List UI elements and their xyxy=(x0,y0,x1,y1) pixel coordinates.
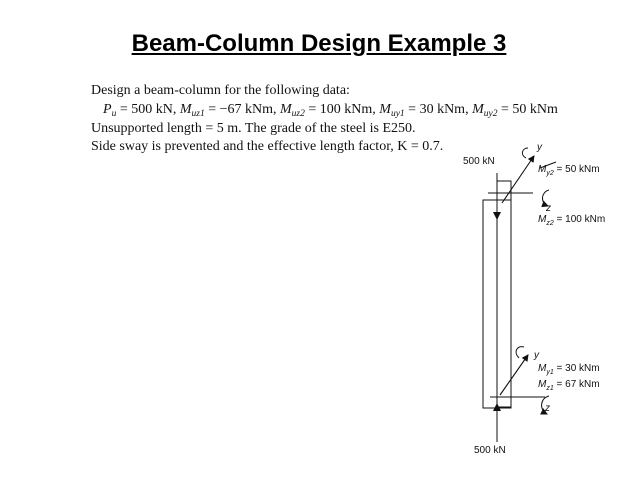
mz1-symbol: M xyxy=(538,379,547,390)
bottom-load-label: 500 kN xyxy=(474,445,506,456)
my2-value: = 50 kNm xyxy=(553,164,600,175)
problem-line-3: Unsupported length = 5 m. The grade of the steel is E250. xyxy=(91,121,416,136)
muz2-symbol: M xyxy=(280,102,292,117)
muy1-value: = 30 kNm, xyxy=(404,102,473,117)
my1-arrow xyxy=(500,355,528,395)
muy1-symbol: M xyxy=(379,102,391,117)
mz1-label xyxy=(538,379,600,392)
my1-curl xyxy=(516,347,524,358)
problem-line-4: Side sway is prevented and the effective length factor, K = 0.7. xyxy=(91,139,444,154)
my1-symbol: M xyxy=(538,363,547,374)
top-axis-y-label: y xyxy=(537,142,542,153)
top-load-arrowhead xyxy=(493,212,501,220)
mz2-label xyxy=(538,214,605,227)
mz2-symbol: M xyxy=(538,214,547,225)
my2-label xyxy=(538,164,600,177)
muy1-subscript: uy1 xyxy=(390,109,405,119)
mz1-value: = 67 kNm xyxy=(553,379,600,390)
muy2-symbol: M xyxy=(472,102,484,117)
bottom-axis-z-label: z xyxy=(545,403,550,414)
muz2-subscript: uz2 xyxy=(291,109,305,119)
pu-subscript: u xyxy=(111,109,117,119)
top-axis-z-label: z xyxy=(546,203,551,214)
mz2-value: = 100 kNm xyxy=(553,214,606,225)
pu-value: = 500 kN, xyxy=(116,102,180,117)
bottom-axis-y-label: y xyxy=(534,350,539,361)
page-title: Beam-Column Design Example 3 xyxy=(131,30,507,57)
muy2-subscript: uy2 xyxy=(483,109,498,119)
mz2-subscript: z2 xyxy=(546,220,554,227)
my1-subscript: y1 xyxy=(546,369,554,376)
my2-arrow xyxy=(502,156,534,203)
my1-value: = 30 kNm xyxy=(553,363,600,374)
muy2-value: = 50 kNm xyxy=(497,102,558,117)
problem-line-1: Design a beam-column for the following data: xyxy=(91,83,350,98)
my2-subscript: y2 xyxy=(546,170,554,177)
muz2-value: = 100 kNm, xyxy=(304,102,380,117)
pu-symbol: P xyxy=(103,102,112,117)
muz1-subscript: uz1 xyxy=(191,109,205,119)
my2-curl xyxy=(522,148,528,158)
muz1-value: = −67 kNm, xyxy=(204,102,280,117)
my2-symbol: M xyxy=(538,164,547,175)
my1-label xyxy=(538,363,600,376)
top-load-label: 500 kN xyxy=(463,156,495,167)
mz1-subscript: z1 xyxy=(546,385,554,392)
muz1-symbol: M xyxy=(179,102,192,117)
